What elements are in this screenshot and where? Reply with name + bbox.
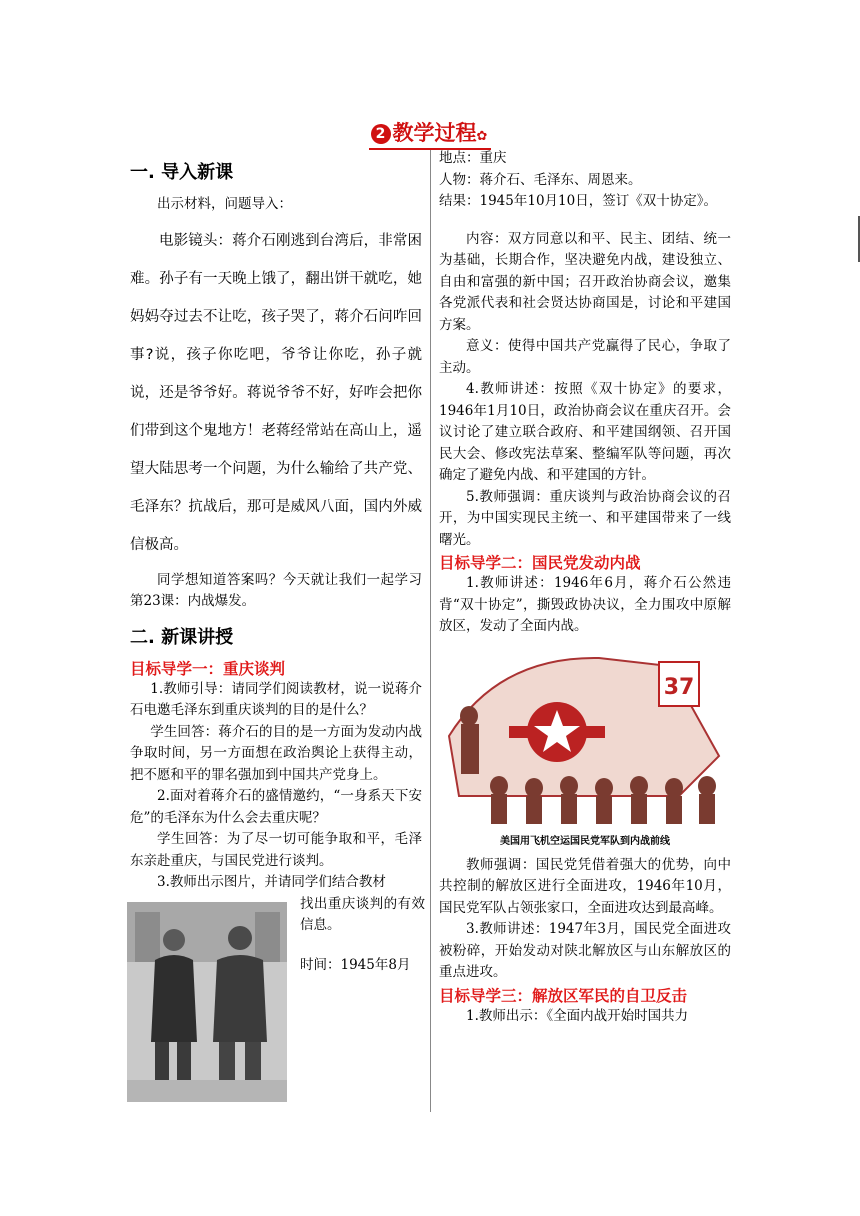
find-info-text: 找出重庆谈判的有效信息。 [300,895,425,933]
student-answer-1: 学生回答：蒋介石的目的是一方面为发动内战争取时间，另一方面想在政治舆论上获得主动，把不愿和平的罪名强加到中国共产党身上。 [130,723,422,783]
time-text: 时间：1945年8月 [300,956,411,973]
question-2-text: 2.面对着蒋介石的盛情邀约，“一身系天下安危”的毛泽东为什么会去重庆呢？ [130,788,422,826]
content-text: 内容：双方同意以和平、民主、团结、统一为基础，长期合作，坚决避免内战，建设独立、自由和富强的新中国；召开政治协商会议，邀集各党派代表和社会贤达协商国是，讨论和平建国方案。 [439,230,731,333]
illustration-caption: 美国用飞机空运国民党军队到内战前线 [500,835,670,847]
teacher-guide-text: 1.教师引导：请同学们阅读教材，说一说蒋介石电邀毛泽东到重庆谈判的目的是什么？ [130,680,422,718]
lesson-intro-text: 同学想知道答案吗？今天就让我们一起学习第23课：内战爆发。 [130,571,422,609]
airlift-illustration [439,646,731,847]
flourish-icon: ✿ [476,129,488,144]
section-title-text [369,117,492,150]
teacher-show-picture-text: 3.教师出示图片，并请同学们结合教材 [157,874,386,890]
section-title [0,117,860,150]
goal-three-heading: 目标导学三：解放区军民的自卫反击 [439,986,688,1005]
people-text: 人物：蒋介石、毛泽东、周恩来。 [439,171,642,188]
significance-text: 意义：使得中国共产党赢得了民心，争取了主动。 [439,338,731,376]
goal-two-heading: 目标导学二：国民党发动内战 [439,554,641,572]
teacher-narration-3: 3.教师讲述：1947年3月，国民党全面进攻被粉碎，开始发动对陕北解放区与山东解放区的重点进攻。 [439,921,731,980]
teacher-emphasis-offensive: 教师强调：国民党凭借着强大的优势，向中共控制的解放区进行全面进攻，1946年10月，国民党军队占领张家口，全面进攻达到最高峰。 [439,856,731,916]
result-text: 结果：1945年10月10日，签订《双十协定》。 [439,193,717,209]
plane-number: 37 [663,674,695,700]
number-badge: 2 [371,124,391,144]
photo-side-text [300,894,425,977]
intro-text: 出示材料，问题导入： [157,196,292,212]
right-column [439,148,731,1027]
heading-intro: 一. 导入新课 [130,162,234,183]
column-divider [430,150,431,1112]
movie-scene-text: 电影镜头：蒋介石刚逃到台湾后，非常困难。孙子有一天晚上饿了，翻出饼干就吃，她妈妈夺过去不让吃，孩子哭了，蒋介石问咋回事?说，孩子你吃吧，爷爷让你吃，孙子就说，还是爷爷好。蒋说爷爷不好，好咋会把你们带到这个鬼地方！老蒋经常站在高山上，遥望大陆思考一个问题，为什么输给了共产党、毛泽东？抗战后，那可是威风八面，国内外威信极高。 [130,232,422,553]
title-label: 教学过程 [392,121,477,145]
teacher-narration-civil-war: 1.教师讲述：1946年6月，蒋介石公然违背“双十协定”，撕毁政协决议，全力围攻中原解放区，发动了全面内战。 [439,575,731,634]
place-text: 地点：重庆 [439,150,507,166]
left-column [130,158,425,1104]
teacher-emphasis-5: 5.教师强调：重庆谈判与政治协商会议的召开，为中国实现民主统一、和平建国带来了一线曙光。 [439,488,731,548]
airlift-drawing [439,646,731,826]
photo-area [130,894,425,1104]
teacher-show-text: 1.教师出示：《全面内战开始时国共力 [466,1007,689,1024]
chiang-mao-photo [127,902,287,1102]
student-answer-2: 学生回答：为了尽一切可能争取和平，毛泽东亲赴重庆，与国民党进行谈判。 [130,831,422,869]
teacher-narration-4: 4.教师讲述：按照《双十协定》的要求，1946年1月10日，政治协商会议在重庆召开。会议讨论了建立联合政府、和平建国纲领、召开国民大会、修改宪法草案、整编军队等问题，再次确定了避免内战、和平建国的方针。 [439,381,731,483]
heading-new-lesson: 二. 新课讲授 [130,626,234,648]
goal-one-heading: 目标导学一：重庆谈判 [130,659,286,678]
